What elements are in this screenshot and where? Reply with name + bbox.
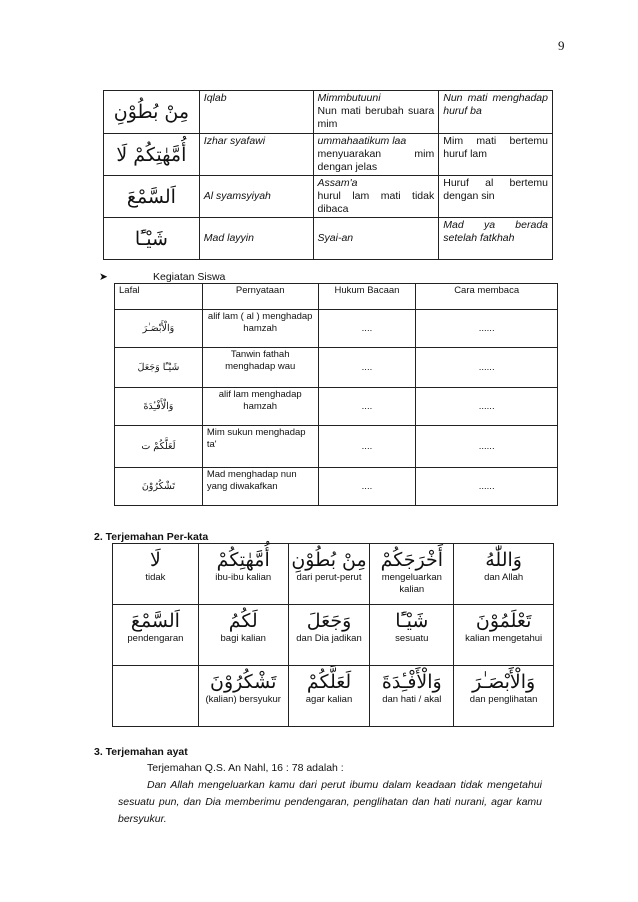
kegiatan-heading: [99, 271, 225, 283]
arabic-word: شَيْـًٔا: [395, 610, 429, 632]
table-row: [115, 426, 558, 468]
word-meaning: agar kalian: [305, 694, 353, 705]
pernyataan-cell: Mad menghadap nun yang diwakafkan: [202, 468, 318, 506]
table-row: [115, 388, 558, 426]
word-translation-table: [112, 543, 554, 727]
lafal-cell: [313, 176, 439, 218]
word-meaning: dan penglihatan: [469, 694, 538, 705]
header-cara: Cara membaca: [416, 284, 558, 310]
word-meaning: ibu-ibu kalian: [215, 572, 272, 583]
word-cell: [113, 666, 199, 727]
table-row: [115, 310, 558, 348]
word-meaning: sesuatu: [395, 633, 429, 644]
word-cell: [198, 666, 288, 727]
word-cell: [454, 544, 554, 605]
arabic-word: وَاللّٰهُ: [485, 549, 522, 571]
word-meaning: mengeluarkan kalian: [381, 572, 442, 595]
arabic-word: وَجَعَلَ: [306, 610, 352, 632]
arabic-word: وَالْأَفْـِٔدَةَ: [381, 671, 442, 693]
pernyataan-cell: Mim sukun menghadap ta': [202, 426, 318, 468]
cara-answer-cell[interactable]: ......: [416, 426, 558, 468]
hukum-cell: Izhar syafawi: [199, 134, 313, 176]
lafal-note: menyuarakan mim dengan jelas: [317, 148, 435, 173]
ayat-intro: Terjemahan Q.S. An Nahl, 16 : 78 adalah :: [147, 762, 344, 774]
header-lafal: Lafal: [115, 284, 203, 310]
word-cell: [198, 605, 288, 666]
arabic-word: لَكُمُ: [228, 610, 258, 632]
word-cell: [113, 605, 199, 666]
section-3-title: 3. Terjemahan ayat: [94, 746, 188, 758]
table-row: [104, 218, 553, 260]
hukum-answer-cell[interactable]: ....: [318, 348, 416, 388]
cara-cell: Mad ya berada setelah fatkhah: [439, 218, 553, 260]
lafal-text: Assam'a: [317, 177, 358, 189]
lafal-text: ummahaatikum laa: [317, 135, 407, 147]
word-meaning: dari perut-perut: [296, 572, 362, 583]
word-meaning: bagi kalian: [220, 633, 266, 644]
arabic-word: لَعَلَّكُمْ: [306, 671, 352, 693]
hukum-answer-cell[interactable]: ....: [318, 426, 416, 468]
arabic-cell: لَعَلَّكُمْ ت: [115, 426, 203, 468]
word-cell: [454, 666, 554, 727]
arabic-word: اَلسَّمْعَ: [130, 610, 180, 632]
word-cell: [370, 544, 454, 605]
arabic-cell: وَالْأَفْـِٔدَةَ: [115, 388, 203, 426]
arabic-word: لَا: [149, 549, 161, 571]
page-number: 9: [558, 38, 565, 53]
arabic-cell: أُمَّهٰتِكُمْ لَا: [104, 134, 200, 176]
hukum-cell: Iqlab: [199, 91, 313, 134]
arabic-cell: شَيْـًٔا: [104, 218, 200, 260]
arrow-bullet-icon: ➤: [99, 271, 108, 283]
cara-cell: Nun mati menghadap huruf ba: [439, 91, 553, 134]
word-cell: [288, 666, 370, 727]
cara-answer-cell[interactable]: ......: [416, 310, 558, 348]
word-meaning: kalian mengetahui: [465, 633, 543, 644]
table-row: [115, 468, 558, 506]
word-meaning: (kalian) bersyukur: [205, 694, 281, 705]
table-row: [113, 605, 554, 666]
lafal-cell: [313, 91, 439, 134]
word-meaning: tidak: [145, 572, 166, 583]
word-cell: [288, 544, 370, 605]
cara-answer-cell[interactable]: ......: [416, 468, 558, 506]
table-row: [104, 91, 553, 134]
cara-cell: Mim mati bertemu huruf lam: [439, 134, 553, 176]
word-cell: [288, 605, 370, 666]
table-row: [115, 348, 558, 388]
word-meaning: dan Dia jadikan: [296, 633, 362, 644]
kegiatan-label: Kegiatan Siswa: [153, 271, 226, 283]
activity-table: [114, 283, 558, 506]
word-meaning: dan hati / akal: [382, 694, 442, 705]
arabic-word: مِنْ بُطُوْنِ: [291, 549, 367, 571]
hukum-answer-cell[interactable]: ....: [318, 310, 416, 348]
table-row: [104, 134, 553, 176]
word-meaning: pendengaran: [127, 633, 184, 644]
arabic-cell: اَلسَّمْعَ: [104, 176, 200, 218]
cara-answer-cell[interactable]: ......: [416, 348, 558, 388]
lafal-cell: Syai-an: [313, 218, 439, 260]
pernyataan-cell: alif lam ( al ) menghadap hamzah: [202, 310, 318, 348]
arabic-word: وَالْأَبْصَـٰرَ: [472, 671, 536, 693]
table-row: [113, 666, 554, 727]
arabic-cell: تَشْكُرُوْنَ: [115, 468, 203, 506]
section-2-title: 2. Terjemahan Per-kata: [94, 531, 209, 543]
hukum-cell: Al syamsyiyah: [199, 176, 313, 218]
arabic-word: [115, 670, 196, 694]
arabic-cell: وَالْأَبْصَـٰرَ: [115, 310, 203, 348]
word-cell: [370, 605, 454, 666]
word-cell: [198, 544, 288, 605]
word-meaning: dan Allah: [484, 572, 524, 583]
hukum-answer-cell[interactable]: ....: [318, 468, 416, 506]
word-cell: [454, 605, 554, 666]
lafal-text: Mimmbutuuni: [317, 92, 381, 104]
arabic-cell: شَيْـًٔا وَجَعَلَ: [115, 348, 203, 388]
arabic-word: أَخْرَجَكُمْ: [380, 549, 443, 571]
arabic-word: تَعْلَمُوْنَ: [475, 610, 532, 632]
lafal-note: hurul lam mati tidak dibaca: [317, 190, 435, 215]
table-row: [104, 176, 553, 218]
arabic-cell: مِنْ بُطُوْنِ: [104, 91, 200, 134]
arabic-word: أُمَّهٰتِكُمْ: [216, 549, 270, 571]
hukum-answer-cell[interactable]: ....: [318, 388, 416, 426]
hukum-cell: Mad layyin: [199, 218, 313, 260]
lafal-note: Nun mati berubah suara mim: [317, 105, 435, 130]
cara-answer-cell[interactable]: ......: [416, 388, 558, 426]
pernyataan-cell: alif lam menghadap hamzah: [202, 388, 318, 426]
table-row: [113, 544, 554, 605]
arabic-word: تَشْكُرُوْنَ: [210, 671, 277, 693]
tajwid-table: [103, 90, 553, 260]
lafal-cell: [313, 134, 439, 176]
header-hukum: Hukum Bacaan: [318, 284, 416, 310]
word-cell: [113, 544, 199, 605]
cara-cell: Huruf al bertemu dengan sin: [439, 176, 553, 218]
pernyataan-cell: Tanwin fathah menghadap wau: [202, 348, 318, 388]
table-header-row: [115, 284, 558, 310]
header-pernyataan: Pernyataan: [202, 284, 318, 310]
ayat-translation: Dan Allah mengeluarkan kamu dari perut ibumu dalam keadaan tidak mengetahui sesuatu pun, dan Dia memberimu pendengaran, penglihatan dan hati nurani, agar kamu bersyukur.: [118, 779, 542, 825]
word-cell: [370, 666, 454, 727]
